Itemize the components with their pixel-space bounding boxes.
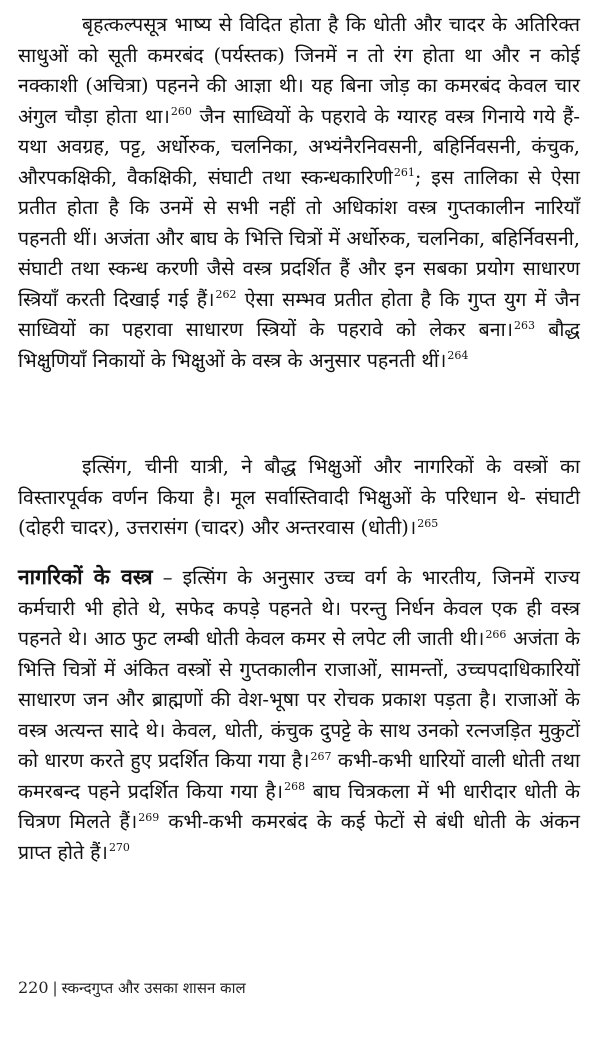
paragraph-text: – इत्सिंग के अनुसार उच्च वर्ग के भारतीय, जिनमें राज्य कर्मचारी भी होते थे, सफेद कपड़े पहनते थे। परन्तु निर्धन केवल एक ही वस्त्र पहनते थे। आठ फुट लम्बी धोती केवल कमर से लपेट ली जाती थी। — [18, 566, 580, 650]
paragraph-text: ; इस तालिका से ऐसा प्रतीत होता है कि उनमें से सभी नहीं तो अधिकांश वस्त्र गुप्तकालीन नारियाँ पहनती थीं। अजंता और बाघ के भित्ति चित्रों में अर्धोरुक, चलनिका, बहिर्निवसनी, संघाटी तथा स्कन्ध करणी जैसे वस्त्र प्रदर्शित हैं और इन सबका प्रयोग साधारण स्त्रियाँ करती दिखाई गई हैं। — [18, 165, 580, 311]
paragraph-text: बौद्ध भिक्षुणियाँ निकायों के भिक्षुओं के वस्त्र के अनुसार पहनती थीं। — [18, 318, 581, 372]
footnote-ref: 260 — [170, 105, 192, 118]
footnote-ref: 266 — [485, 627, 507, 641]
book-title: स्कन्दगुप्त और उसका शासन काल — [61, 979, 246, 997]
paragraph-2 — [18, 452, 580, 544]
footnote-ref: 269 — [138, 810, 160, 824]
footnote-ref: 261 — [393, 166, 415, 179]
paragraph-text: कभी-कभी कमरबंद के कई फेटों से बंधी धोती के अंकन प्राप्त होते हैं। — [18, 810, 580, 864]
footnote-ref: 267 — [310, 749, 332, 763]
footer-separator: | — [52, 979, 58, 997]
paragraph-text: इत्सिंग, चीनी यात्री, ने बौद्ध भिक्षुओं और नागरिकों के वस्त्रों का विस्तारपूर्वक वर्णन किया है। मूल सर्वास्तिवादी भिक्षुओं के परिधान थे- संघाटी (दोहरी चादर), उत्तरासंग (चादर) और अन्तरवास (धोती)। — [18, 455, 580, 539]
footnote-ref: 270 — [108, 841, 130, 854]
footnote-ref: 268 — [284, 780, 306, 793]
paragraph-3 — [18, 562, 580, 868]
page-footer — [18, 978, 246, 998]
paragraph-text: जैन साध्वियों के पहरावे के ग्यारह वस्त्र गिनाये गये हैं- यथा अवग्रह, पट्ट, अर्धोरुक, चलनिका, अभ्यंनैरनिवसनी, बहिर्निवसनी, कंचुक, औरपकक्षिकी, वैकक्षिकी, संघाटी तथा स्कन्धकारिणी — [18, 104, 580, 189]
footnote-ref: 264 — [447, 349, 469, 362]
page-number: 220 — [18, 978, 49, 997]
section-heading: नागरिकों के वस्त्र — [18, 565, 153, 589]
paragraph-text: बाघ चित्रकला में भी धारीदार धोती के चित्रण मिलते हैं। — [18, 779, 580, 833]
paragraph-text: बृहत्कल्पसूत्र भाष्य से विदित होता है कि धोती और चादर के अतिरिक्त साधुओं को सूती कमरबंद (पर्यस्तक) जिनमें न तो रंग होता था और न कोई नक्काशी (अचित्रा) पहनने की आज्ञा थी। यह बिना जोड़ का कमरबंद केवल चार अंगुल चौड़ा होता था। — [18, 13, 580, 128]
footnote-ref: 265 — [417, 516, 439, 530]
paragraph-text: अजंता के भित्ति चित्रों में अंकित वस्त्रों से गुप्तकालीन राजाओं, सामन्तों, उच्चपदाधिकारियों साधारण जन और ब्राह्मणों की वेश-भूषा पर रोचक प्रकाश पड़ता है। राजाओं के वस्त्र अत्यन्त सादे थे। केवल, धोती, कंचुक दुपट्टे के साथ उनको रत्नजड़ित मुकुटों को धारण करते हुए प्रदर्शित किया गया है। — [18, 627, 580, 772]
footnote-ref: 262 — [215, 288, 237, 301]
paragraph-1 — [18, 10, 580, 376]
footnote-ref: 263 — [514, 318, 536, 332]
paragraph-text: कभी-कभी धारियों वाली धोती तथा कमरबन्द पहने प्रदर्शित किया गया है। — [18, 749, 580, 803]
paragraph-text: ऐसा सम्भव प्रतीत होता है कि गुप्त युग में जैन साध्वियों का पहरावा साधारण स्त्रियों के पहरावे को लेकर बना। — [18, 287, 580, 341]
